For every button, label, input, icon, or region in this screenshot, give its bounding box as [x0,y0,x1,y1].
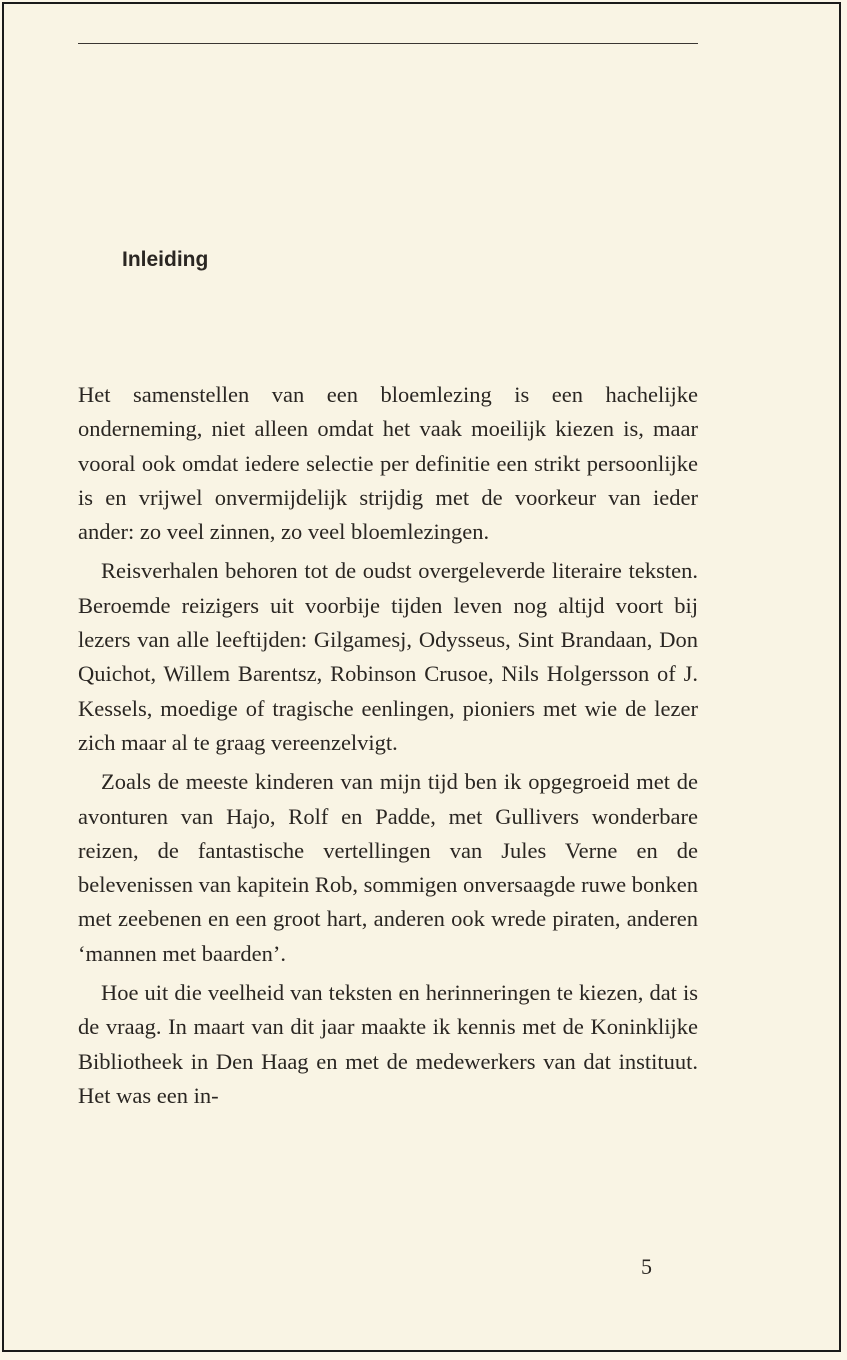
page-number: 5 [641,1254,652,1279]
book-page [2,2,841,1352]
paragraph: Hoe uit die veelheid van teksten en herinneringen te kiezen, dat is de vraag. In maart van dit jaar maakte ik kennis met de Koninklijke Bibliotheek in Den Haag en met de medewerkers van dat instituut. Het was een in- [78,980,698,1108]
body-text [78,378,698,1113]
paragraph: Het samenstellen van een bloemlezing is een hachelijke onderneming, niet alleen omdat het vaak moeilijk kiezen is, maar vooral ook omdat iedere selectie per definitie een strikt persoonlijke is en vrijwel onvermijdelijk strijdig met de voorkeur van ieder ander: zo veel zinnen, zo veel bloemlezingen. [78,382,698,545]
chapter-heading: Inleiding [122,248,209,271]
paragraph: Zoals de meeste kinderen van mijn tijd ben ik opgegroeid met de avonturen van Hajo, Rolf en Padde, met Gullivers wonderbare reizen, de fantastische vertellingen van Jules Verne en de belevenissen van kapitein Rob, sommigen onversaagde ruwe bonken met zeebenen en een groot hart, anderen ook wrede piraten, anderen ‘mannen met baarden’. [78,769,698,966]
header-rule [78,43,698,44]
paragraph: Reisverhalen behoren tot de oudst overgeleverde literaire teksten. Beroemde reizigers uit voorbije tijden leven nog altijd voort bij lezers van alle leeftijden: Gilgamesj, Odysseus, Sint Brandaan, Don Quichot, Willem Barentsz, Robinson Crusoe, Nils Holgersson of J. Kessels, moedige of tragische eenlingen, pioniers met wie de lezer zich maar al te graag vereenzelvigt. [78,558,698,755]
